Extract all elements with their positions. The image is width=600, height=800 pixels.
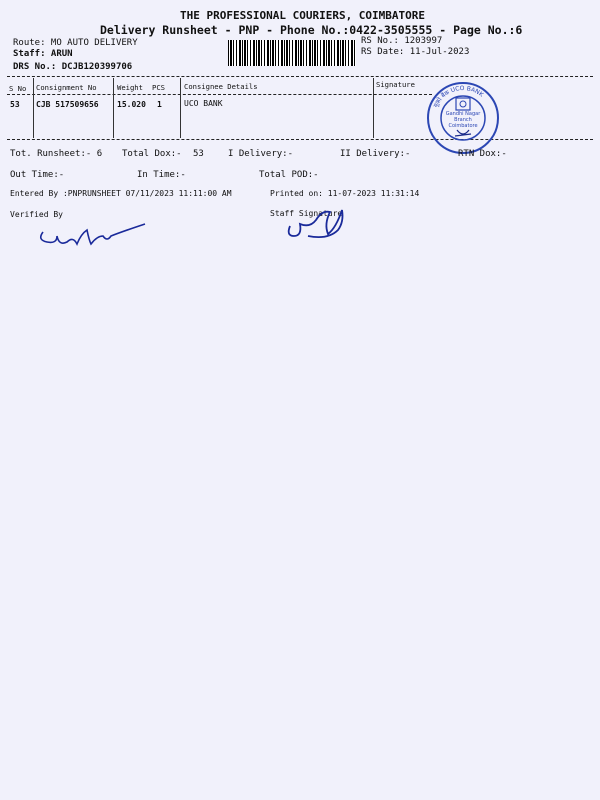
col-header-weight: Weight — [117, 83, 143, 92]
cell-sno: 53 — [10, 100, 20, 109]
barcode — [228, 40, 356, 66]
col-divider — [113, 78, 114, 138]
cell-pcs: 1 — [157, 100, 162, 109]
table-bottom-rule — [7, 139, 593, 140]
bank-stamp — [425, 80, 501, 156]
printed-on: Printed on: 11-07-2023 11:31:14 — [270, 189, 420, 198]
col-header-sno: S No — [9, 84, 27, 93]
table-header-rule — [7, 94, 432, 95]
col-header-signature: Signature — [376, 80, 415, 89]
out-time: Out Time:- — [10, 170, 65, 180]
rtn-dox: RTN Dox:- — [458, 149, 507, 159]
verified-by-label: Verified By — [10, 210, 63, 219]
route-label: Route: MO AUTO DELIVERY — [13, 38, 138, 48]
entered-by: Entered By :PNPRUNSHEET 07/11/2023 11:11:00 AM — [10, 189, 232, 198]
col-header-consignee: Consignee Details — [184, 82, 258, 91]
rs-number: RS No.: 1203997 — [361, 36, 443, 46]
col-divider — [180, 78, 181, 138]
total-dox-label: Total Dox:- — [122, 149, 182, 159]
total-runsheet: Tot. Runsheet:- 6 — [10, 149, 103, 159]
drs-number: DRS No.: DCJB120399706 — [13, 62, 133, 72]
runsheet-subtitle: Delivery Runsheet - PNP - Phone No.:0422-3505555 - Page No.:6 — [100, 23, 523, 37]
ii-delivery: II Delivery:- — [340, 149, 411, 159]
verified-signature — [35, 210, 165, 250]
in-time: In Time:- — [137, 170, 186, 180]
stamp-inner-text: Gandhi Nagar Branch Coimbatore — [445, 111, 481, 129]
col-header-pcs: PCS — [152, 83, 165, 92]
cell-weight: 15.020 — [117, 100, 146, 109]
stamp-ring-text: यूको बैंक UCO BANK — [432, 84, 485, 109]
staff-label: Staff: ARUN — [13, 49, 73, 59]
staff-signature — [282, 196, 362, 246]
table-top-rule — [7, 76, 593, 77]
col-divider — [33, 78, 34, 138]
total-dox-value: 53 — [193, 149, 204, 159]
staff-signature-label: Staff Signature — [270, 209, 343, 218]
company-title: THE PROFESSIONAL COURIERS, COIMBATORE — [180, 9, 426, 22]
rs-date: RS Date: 11-Jul-2023 — [361, 47, 470, 57]
total-pod: Total POD:- — [259, 170, 319, 180]
cell-consignment: CJB 517509656 — [36, 100, 99, 109]
col-header-consignment: Consignment No — [36, 83, 97, 92]
col-divider — [373, 78, 374, 138]
i-delivery: I Delivery:- — [228, 149, 294, 159]
cell-consignee: UCO BANK — [184, 99, 223, 108]
